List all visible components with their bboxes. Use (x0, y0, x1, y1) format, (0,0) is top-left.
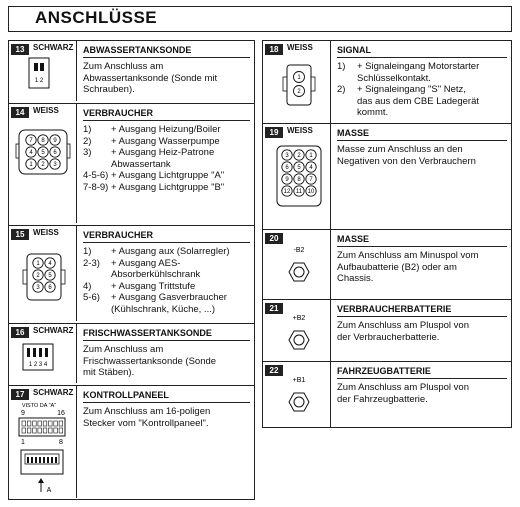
section-21 (263, 299, 511, 361)
item-number: 2) (83, 135, 92, 147)
arrow-label: A (46, 487, 52, 494)
item-number: 4-5-6) (83, 170, 109, 181)
nut-terminal-icon (281, 372, 317, 420)
connector-16pin-icon (17, 400, 73, 496)
section-heading: VERBRAUCHER (83, 230, 154, 240)
pin-slot (22, 428, 26, 433)
list-item (83, 170, 250, 182)
section-number: 20 (265, 233, 283, 244)
pin-slot (27, 428, 31, 433)
list-item (337, 61, 507, 73)
pin-slot (43, 421, 47, 426)
section-number: 19 (265, 127, 283, 138)
pin-contact (35, 457, 37, 463)
terminal-label: +B2 (292, 315, 306, 322)
section-16 (9, 323, 254, 383)
pin-number: 4 (29, 150, 33, 157)
connector-color: WEISS (33, 228, 59, 237)
pin-contact (47, 457, 49, 463)
pin-slot (54, 428, 58, 433)
pin-number: 1 (309, 153, 313, 160)
pin-contact (43, 457, 45, 463)
section-20 (263, 229, 511, 299)
item-number: 5-6) (83, 292, 100, 303)
item-text: + Ausgang Gasverbraucher (111, 292, 227, 303)
section-heading: VERBRAUCHER (83, 108, 154, 118)
section-13-left-cell (9, 41, 77, 101)
pin-slot (49, 428, 53, 433)
item-number: 1) (83, 124, 92, 135)
item-list (83, 124, 250, 193)
pin-number: 1 (29, 162, 33, 169)
pin-contact (39, 457, 41, 463)
pin-number: 9 (53, 138, 57, 145)
pin-number: 8 (297, 177, 301, 184)
pin-number: 5 (48, 273, 52, 280)
item-list (337, 61, 507, 119)
connector-color: WEISS (287, 43, 313, 52)
connector-color: SCHWARZ (33, 326, 74, 335)
item-text: Schlüsselkontakt. (357, 72, 431, 84)
pin-8-label: 8 (59, 439, 63, 446)
list-item (337, 84, 507, 96)
pin-slot (38, 421, 42, 426)
section-text: Zum Anschluss am Frischwassertanksonde (Sonde mit Stäben). (83, 344, 217, 378)
section-number: 13 (11, 44, 29, 55)
pin-number: 11 (295, 189, 303, 196)
section-text: Zum Anschluss am Minuspol vom Aufbaubatterie (B2) oder am Chassis. (337, 250, 479, 284)
section-22 (263, 361, 511, 427)
connector-12pin-icon (273, 142, 327, 214)
section-text: Zum Anschluss am 16-poligen Stecker vom "Kontrollpaneel". (83, 406, 211, 429)
item-text: + Ausgang AES- (111, 257, 181, 269)
section-number: 18 (265, 44, 283, 55)
list-item (83, 124, 250, 136)
section-heading: FAHRZEUGBATTERIE (337, 366, 431, 376)
section-17-left-cell (9, 386, 77, 498)
section-heading: FRISCHWASSERTANKSONDE (83, 328, 212, 338)
pin-number: 6 (285, 165, 289, 172)
connector-color: SCHWARZ (33, 388, 74, 397)
title-bar (8, 6, 512, 32)
item-number: 1) (337, 61, 346, 72)
section-18-left-cell (263, 41, 331, 123)
connector-2pin-icon (25, 56, 55, 94)
section-20-left-cell (263, 230, 331, 299)
item-text: kommt. (357, 107, 389, 118)
section-number: 15 (11, 229, 29, 240)
item-number: 3) (83, 147, 92, 158)
pin-slot (49, 421, 53, 426)
list-item (83, 269, 250, 281)
connector-9pin-icon (15, 124, 73, 178)
pin-number: 5 (297, 165, 301, 172)
pin-contact (51, 457, 53, 463)
section-18 (263, 41, 511, 123)
section-heading: VERBRAUCHERBATTERIE (337, 304, 452, 314)
item-text: (Kühlschrank, Küche, ...) (111, 303, 216, 315)
pin-number: 7 (29, 138, 33, 145)
section-19-left-cell (263, 124, 331, 229)
item-number (337, 96, 357, 108)
terminal-label: +B1 (292, 377, 306, 384)
pin-number: 4 (309, 165, 313, 172)
section-number: 14 (11, 107, 29, 118)
list-item (83, 147, 250, 159)
pin-label: 1 2 3 4 (28, 362, 48, 368)
item-number (337, 73, 357, 85)
item-text: + Ausgang Trittstufe (111, 280, 196, 292)
pin-slot (33, 421, 37, 426)
section-text: Masse zum Anschluss an den Negativen von den Verbrauchern (337, 144, 476, 167)
pin-slot (43, 428, 47, 433)
pin-9-label: 9 (21, 410, 25, 417)
connector-color: WEISS (33, 106, 59, 115)
pin-label: 1 2 (34, 78, 44, 84)
list-item (83, 281, 250, 293)
pin-number: 3 (53, 162, 57, 169)
item-number (83, 304, 111, 316)
section-heading: ABWASSERTANKSONDE (83, 45, 192, 55)
list-item (337, 107, 507, 119)
section-19 (263, 123, 511, 229)
section-heading: SIGNAL (337, 45, 372, 55)
pin-number: 6 (48, 285, 52, 292)
section-13 (9, 41, 254, 101)
section-16-left-cell (9, 324, 77, 383)
pin-number: 3 (285, 153, 289, 160)
pin-number: 7 (309, 177, 313, 184)
section-number: 17 (11, 389, 29, 400)
list-item (83, 304, 250, 316)
pin-slot (54, 421, 58, 426)
item-text: Abwassertank (111, 158, 171, 170)
connector-4pin-icon (19, 340, 59, 378)
item-number: 7-8-9) (83, 181, 109, 193)
list-item (83, 246, 250, 258)
list-item (83, 136, 250, 148)
terminal-label: -B2 (293, 247, 305, 254)
item-number: 4) (83, 280, 92, 292)
connector-6pin-icon (21, 250, 67, 306)
pin-16-label: 16 (57, 410, 65, 417)
section-heading: MASSE (337, 128, 370, 138)
pin-slot (22, 421, 26, 426)
pin-slot (33, 428, 37, 433)
section-15-left-cell (9, 226, 77, 321)
section-text: Zum Anschluss am Pluspol von der Verbraucherbatterie. (337, 320, 470, 343)
item-number: 2) (337, 84, 346, 95)
pin-slot (59, 421, 63, 426)
pin-number: 12 (283, 189, 291, 196)
connector-color: WEISS (287, 126, 313, 135)
pin-contact (55, 457, 57, 463)
list-item (83, 258, 250, 270)
section-text: Zum Anschluss am Abwassertanksonde (Sonde mit Schrauben). (83, 61, 218, 95)
connector-2pin-round-icon (279, 61, 319, 117)
pin-number: 1 (36, 261, 40, 268)
pin-slot (27, 421, 31, 426)
section-21-left-cell (263, 300, 331, 361)
pin-number: 2 (297, 153, 301, 160)
item-list (83, 246, 250, 315)
section-17 (9, 385, 254, 498)
pin-number: 2 (297, 89, 301, 96)
section-22-left-cell (263, 362, 331, 427)
pin-number: 2 (36, 273, 40, 280)
section-heading: KONTROLLPANEEL (83, 390, 169, 400)
pin-number: 3 (36, 285, 40, 292)
pin-number: 10 (307, 189, 315, 196)
pin-number: 4 (48, 261, 52, 268)
section-heading: MASSE (337, 234, 370, 244)
pin-number: 9 (285, 177, 289, 184)
item-text: + Ausgang Heizung/Boiler (111, 124, 221, 135)
list-item (83, 182, 250, 194)
item-text: + Ausgang Wasserpumpe (111, 135, 220, 147)
pin-number: 2 (41, 162, 45, 169)
left-column (8, 40, 255, 500)
item-text: + Ausgang Heiz-Patrone (111, 147, 215, 158)
section-14 (9, 103, 254, 223)
section-number: 16 (11, 327, 29, 338)
item-number (83, 269, 111, 281)
section-14-left-cell (9, 104, 77, 223)
pin-contact (31, 457, 33, 463)
list-item (337, 73, 507, 85)
section-number: 22 (265, 365, 283, 376)
view-label: VISTO DA "A" (21, 403, 57, 409)
item-number (337, 107, 357, 119)
item-text: + Signaleingang "S" Netz, (357, 84, 466, 95)
pin-1-label: 1 (21, 439, 25, 446)
pin-number: 8 (41, 138, 45, 145)
pin-contact (27, 457, 29, 463)
pin-number: 6 (53, 150, 57, 157)
section-text: Zum Anschluss am Pluspol von der Fahrzeugbatterie. (337, 382, 470, 405)
item-number: 1) (83, 246, 92, 257)
right-column (262, 40, 512, 428)
item-text: + Ausgang Lichtgruppe "A" (111, 170, 225, 181)
item-text: das aus dem CBE Ladegerät (357, 95, 479, 107)
pin-slot (59, 428, 63, 433)
item-text: Absorberkühlschrank (111, 269, 201, 280)
item-number (83, 159, 111, 171)
section-15 (9, 225, 254, 321)
list-item (337, 96, 507, 108)
section-number: 21 (265, 303, 283, 314)
connector-color: SCHWARZ (33, 43, 74, 52)
list-item (83, 159, 250, 171)
nut-terminal-icon (281, 310, 317, 358)
nut-terminal-icon (281, 244, 317, 292)
page-title: ANSCHLÜSSE (35, 8, 158, 27)
list-item (83, 292, 250, 304)
pin-slot (38, 428, 42, 433)
pin-number: 1 (297, 75, 301, 82)
pin-number: 5 (41, 150, 45, 157)
item-text: + Ausgang aux (Solarregler) (111, 246, 230, 257)
item-text: + Signaleingang Motorstarter (357, 61, 480, 72)
item-text: + Ausgang Lichtgruppe "B" (111, 181, 225, 193)
item-number: 2-3) (83, 257, 100, 269)
